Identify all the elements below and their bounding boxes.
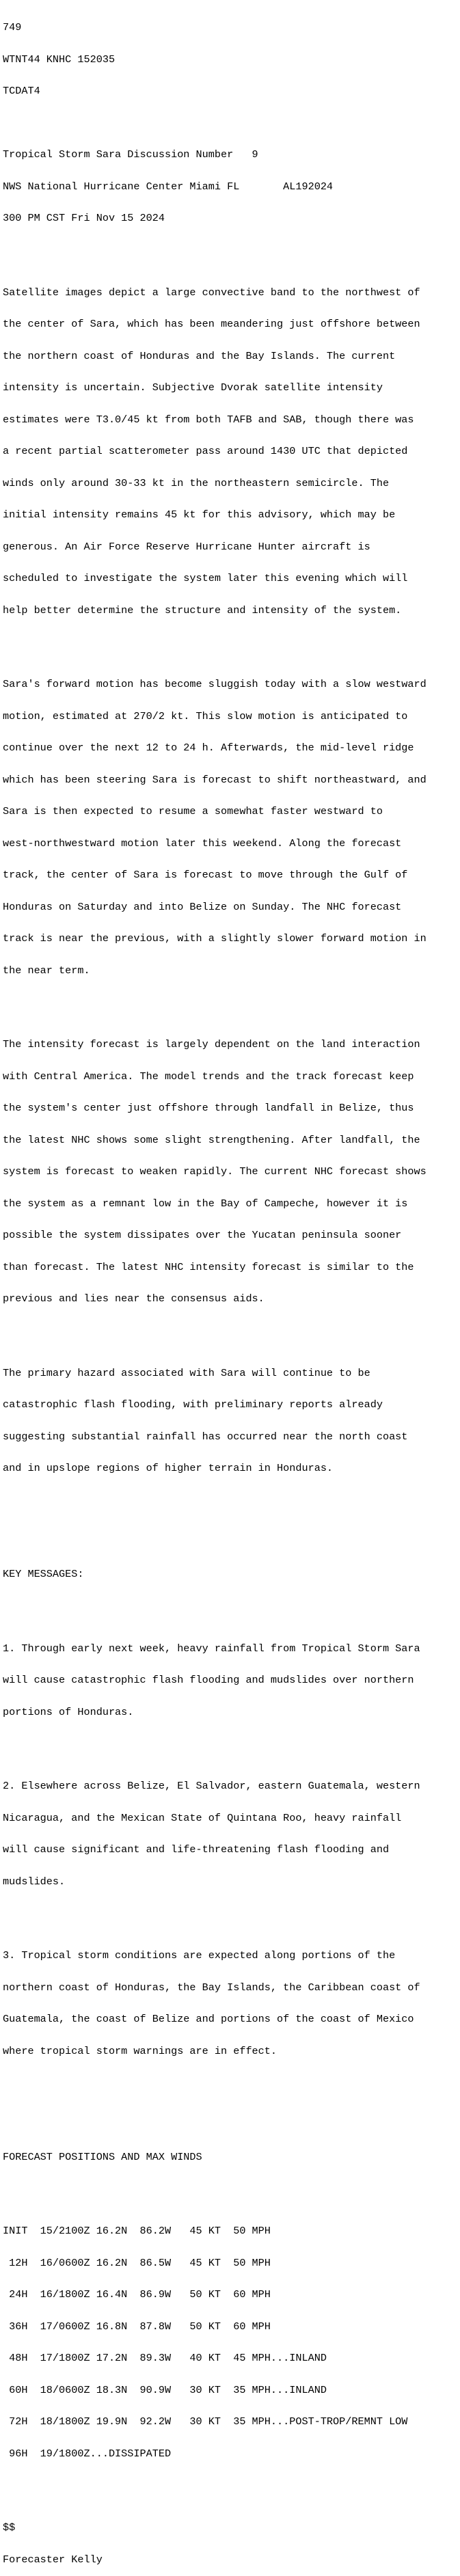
forecast-row: INIT 15/2100Z 16.2N 86.2W 45 KT 50 MPH bbox=[3, 2225, 271, 2237]
paragraph-line: with Central America. The model trends and the track forecast keep bbox=[3, 1070, 414, 1083]
blank-line bbox=[3, 245, 460, 256]
document-title: Tropical Storm Sara Discussion Number 9 bbox=[3, 148, 258, 161]
forecast-heading: FORECAST POSITIONS AND MAX WINDS bbox=[3, 2150, 202, 2163]
paragraph-line: help better determine the structure and intensity of the system. bbox=[3, 604, 402, 616]
paragraph-line: generous. An Air Force Reserve Hurricane Hunter aircraft is bbox=[3, 540, 370, 553]
blank-line bbox=[3, 1527, 460, 1538]
blank-line bbox=[3, 1908, 460, 1919]
paragraph-line: estimates were T3.0/45 kt from both TAFB and SAB, though there was bbox=[3, 413, 414, 426]
paragraph-line: motion, estimated at 270/2 kt. This slow motion is anticipated to bbox=[3, 709, 408, 722]
forecaster-signature: Forecaster Kelly bbox=[3, 2553, 103, 2566]
forecast-row: 48H 17/1800Z 17.2N 89.3W 40 KT 45 MPH...INLAND bbox=[3, 2352, 327, 2364]
product-id: 749 bbox=[3, 21, 22, 33]
key-message-line: northern coast of Honduras, the Bay Islands, the Caribbean coast of bbox=[3, 1981, 420, 1994]
paragraph-line: initial intensity remains 45 kt for this advisory, which may be bbox=[3, 509, 396, 521]
key-message-line: will cause significant and life-threatening flash flooding and bbox=[3, 1843, 390, 1856]
paragraph-line: a recent partial scatterometer pass around 1430 UTC that depicted bbox=[3, 445, 408, 457]
wmo-header: WTNT44 KNHC 152035 bbox=[3, 53, 116, 66]
blank-line bbox=[3, 1495, 460, 1506]
paragraph-line: previous and lies near the consensus aids. bbox=[3, 1292, 265, 1305]
paragraph-line: track, the center of Sara is forecast to move through the Gulf of bbox=[3, 869, 408, 881]
paragraph-line: scheduled to investigate the system later this evening which will bbox=[3, 572, 408, 584]
paragraph-line: the center of Sara, which has been meandering just offshore between bbox=[3, 318, 420, 330]
key-message-line: portions of Honduras. bbox=[3, 1705, 134, 1718]
paragraph-line: system is forecast to weaken rapidly. The current NHC forecast shows bbox=[3, 1165, 427, 1178]
key-message-line: Nicaragua, and the Mexican State of Quintana Roo, heavy rainfall bbox=[3, 1811, 402, 1824]
awips-pil: TCDAT4 bbox=[3, 85, 40, 97]
key-message-line: 1. Through early next week, heavy rainfall from Tropical Storm Sara bbox=[3, 1642, 420, 1655]
paragraph-line: the system as a remnant low in the Bay of Campeche, however it is bbox=[3, 1197, 408, 1210]
key-message-line: will cause catastrophic flash flooding and mudslides over northern bbox=[3, 1674, 414, 1686]
issuing-office: NWS National Hurricane Center Miami FL AL192024 bbox=[3, 180, 334, 193]
key-message-line: where tropical storm warnings are in effect. bbox=[3, 2044, 278, 2057]
paragraph-line: the system's center just offshore through landfall in Belize, thus bbox=[3, 1102, 414, 1114]
paragraph-line: The primary hazard associated with Sara will continue to be bbox=[3, 1366, 370, 1379]
blank-line bbox=[3, 997, 460, 1008]
blank-line bbox=[3, 118, 460, 129]
paragraph-line: Honduras on Saturday and into Belize on Sunday. The NHC forecast bbox=[3, 900, 402, 913]
paragraph-line: continue over the next 12 to 24 h. Afterwards, the mid-level ridge bbox=[3, 742, 414, 754]
paragraph-line: and in upslope regions of higher terrain in Honduras. bbox=[3, 1462, 334, 1474]
key-message-line: mudslides. bbox=[3, 1875, 66, 1888]
blank-line bbox=[3, 1739, 460, 1750]
blank-line bbox=[3, 1326, 460, 1337]
paragraph-line: west-northwestward motion later this weekend. Along the forecast bbox=[3, 837, 402, 850]
product-terminator: $$ bbox=[3, 2521, 16, 2534]
paragraph-line: The intensity forecast is largely dependent on the land interaction bbox=[3, 1038, 420, 1050]
forecast-row: 24H 16/1800Z 16.4N 86.9W 50 KT 60 MPH bbox=[3, 2288, 271, 2301]
key-message-line: 3. Tropical storm conditions are expected along portions of the bbox=[3, 1949, 396, 1962]
blank-line bbox=[3, 637, 460, 648]
key-messages-heading: KEY MESSAGES: bbox=[3, 1568, 84, 1580]
paragraph-line: which has been steering Sara is forecast to shift northeastward, and bbox=[3, 773, 427, 786]
paragraph-line: the northern coast of Honduras and the Bay Islands. The current bbox=[3, 349, 396, 362]
issuance-time: 300 PM CST Fri Nov 15 2024 bbox=[3, 212, 165, 224]
forecast-row: 12H 16/0600Z 16.2N 86.5W 45 KT 50 MPH bbox=[3, 2256, 271, 2269]
blank-line bbox=[3, 1601, 460, 1612]
blank-line bbox=[3, 2480, 460, 2491]
forecast-row: 36H 17/0600Z 16.8N 87.8W 50 KT 60 MPH bbox=[3, 2320, 271, 2333]
paragraph-line: Sara is then expected to resume a somewhat faster westward to bbox=[3, 805, 383, 817]
paragraph-line: track is near the previous, with a slightly slower forward motion in bbox=[3, 932, 427, 945]
paragraph-line: than forecast. The latest NHC intensity forecast is similar to the bbox=[3, 1260, 414, 1273]
forecast-row: 96H 19/1800Z...DISSIPATED bbox=[3, 2447, 172, 2460]
key-message-line: Guatemala, the coast of Belize and portions of the coast of Mexico bbox=[3, 2013, 414, 2025]
key-message-line: 2. Elsewhere across Belize, El Salvador, eastern Guatemala, western bbox=[3, 1780, 420, 1792]
paragraph-line: the latest NHC shows some slight strengthening. After landfall, the bbox=[3, 1133, 420, 1146]
paragraph-line: catastrophic flash flooding, with preliminary reports already bbox=[3, 1398, 383, 1411]
forecast-row: 72H 18/1800Z 19.9N 92.2W 30 KT 35 MPH...POST-TROP/REMNT LOW bbox=[3, 2415, 408, 2428]
paragraph-line: Sara's forward motion has become sluggish today with a slow westward bbox=[3, 678, 427, 690]
paragraph-line: possible the system dissipates over the Yucatan peninsula sooner bbox=[3, 1229, 402, 1241]
blank-line bbox=[3, 2110, 460, 2121]
paragraph-line: suggesting substantial rainfall has occurred near the north coast bbox=[3, 1430, 408, 1443]
paragraph-line: winds only around 30-33 kt in the northeastern semicircle. The bbox=[3, 476, 390, 489]
paragraph-line: intensity is uncertain. Subjective Dvorak satellite intensity bbox=[3, 381, 383, 394]
paragraph-line: the near term. bbox=[3, 964, 90, 977]
paragraph-line: Satellite images depict a large convective band to the northwest of bbox=[3, 286, 420, 299]
blank-line bbox=[3, 2184, 460, 2195]
blank-line bbox=[3, 2078, 460, 2089]
forecast-row: 60H 18/0600Z 18.3N 90.9W 30 KT 35 MPH...INLAND bbox=[3, 2383, 327, 2396]
